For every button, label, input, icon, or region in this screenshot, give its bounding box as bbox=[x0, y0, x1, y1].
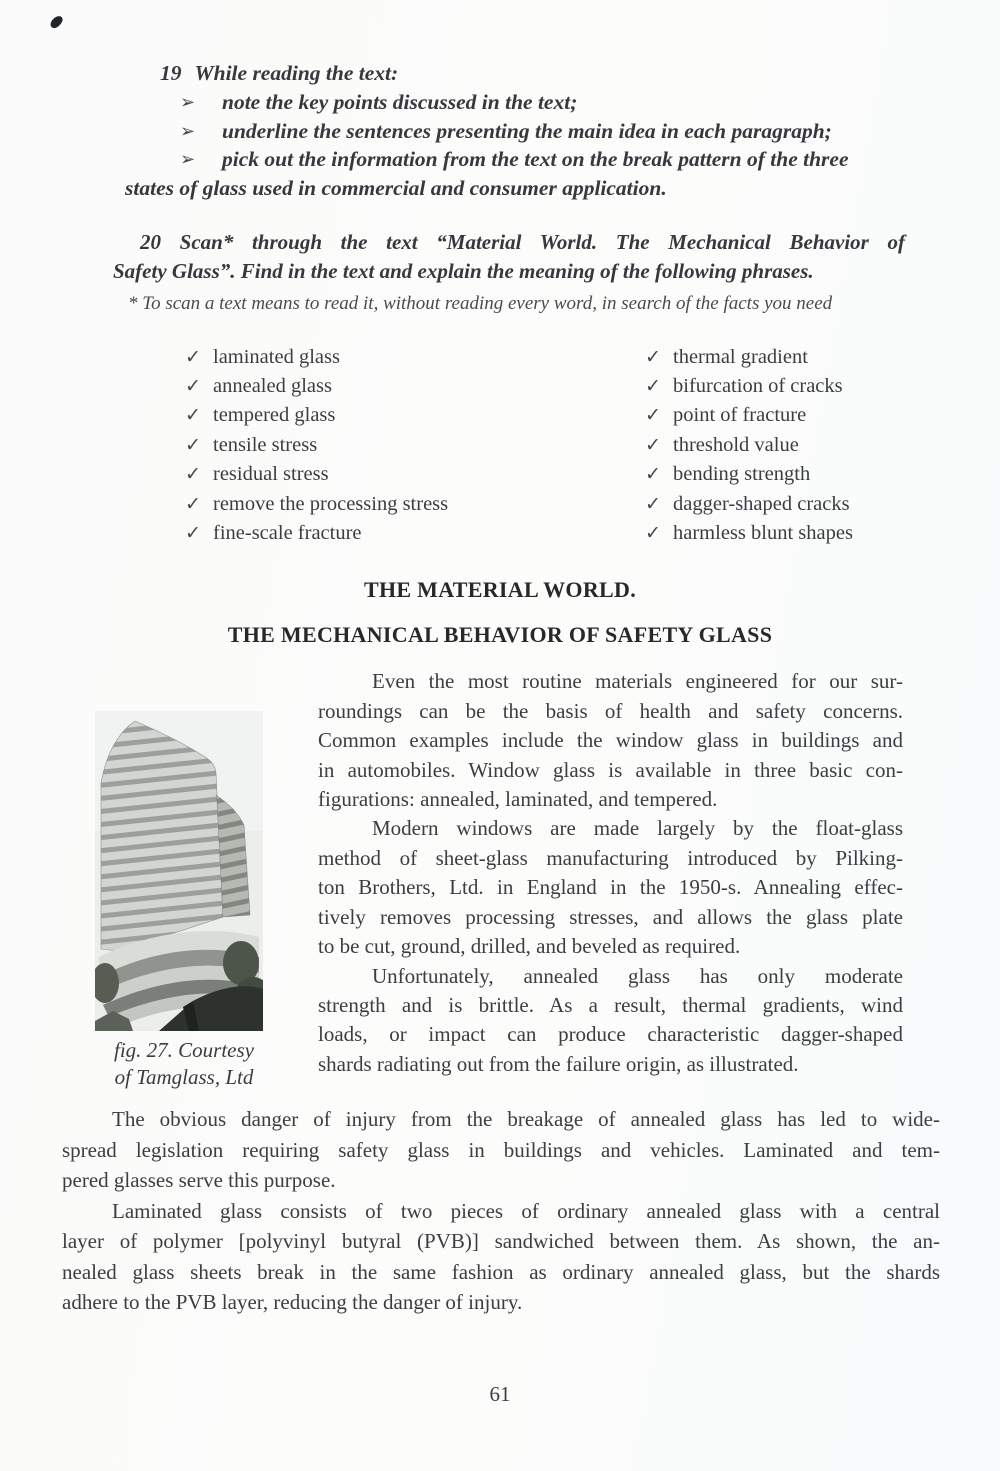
list-item-label: fine-scale fracture bbox=[213, 522, 362, 545]
checkmark-icon: ✓ bbox=[185, 405, 201, 427]
list-item bbox=[185, 372, 645, 401]
exercise-number: 19 bbox=[160, 61, 182, 85]
bullet-continuation: states of glass used in commercial and consumer application. bbox=[125, 175, 667, 200]
exercise-20 bbox=[113, 228, 905, 287]
paragraph bbox=[62, 1196, 940, 1318]
paragraph-line: ton Brothers, Ltd. in England in the 1950-s. Annealing effec- bbox=[318, 875, 903, 900]
list-item bbox=[645, 490, 940, 519]
paragraph-line: spread legislation requiring safety glass in buildings and vehicles. Laminated and tem- bbox=[62, 1137, 940, 1162]
paragraph-line: method of sheet-glass manufacturing introduced by Pilking- bbox=[318, 845, 903, 870]
list-item-label: remove the processing stress bbox=[213, 492, 449, 515]
checkmark-icon: ✓ bbox=[645, 405, 661, 427]
exercise-19-heading bbox=[125, 58, 940, 88]
list-item bbox=[645, 519, 940, 548]
bullet-text: underline the sentences presenting the main idea in each paragraph; bbox=[222, 118, 832, 143]
paragraph-line: roundings can be the basis of health and safety concerns. bbox=[318, 698, 903, 723]
paragraph-line: adhere to the PVB layer, reducing the danger of injury. bbox=[62, 1290, 523, 1315]
paragraph-line: Even the most routine materials engineered for our sur- bbox=[372, 669, 903, 694]
exercise-20-line: Safety Glass”. Find in the text and explain the meaning of the following phrases. bbox=[113, 259, 814, 284]
list-item-label: annealed glass bbox=[213, 375, 332, 397]
bullet-text: pick out the information from the text on the break pattern of the three bbox=[222, 147, 849, 172]
paragraph-line: strength and is brittle. As a result, thermal gradients, wind bbox=[318, 992, 903, 1017]
paragraph-line: The obvious danger of injury from the breakage of annealed glass has led to wide- bbox=[112, 1107, 940, 1132]
bullet-item bbox=[125, 145, 940, 174]
list-item bbox=[185, 401, 645, 430]
paragraph-line: in automobiles. Window glass is available in three basic con- bbox=[318, 757, 903, 782]
figure-caption-line: of Tamglass, Ltd bbox=[114, 1065, 254, 1090]
checkmark-icon: ✓ bbox=[645, 493, 661, 515]
paragraph-line: pered glasses serve this purpose. bbox=[62, 1168, 336, 1193]
ink-mark bbox=[49, 14, 65, 31]
paragraph-line: loads, or impact can produce characteristic dagger-shaped bbox=[318, 1022, 903, 1047]
checkmark-icon: ✓ bbox=[185, 523, 201, 545]
list-item-label: thermal gradient bbox=[673, 345, 808, 368]
list-item-label: dagger-shaped cracks bbox=[673, 492, 850, 515]
article-text-column bbox=[318, 667, 903, 1091]
bullet-item bbox=[125, 88, 940, 117]
list-item bbox=[645, 431, 940, 460]
checkmark-icon: ✓ bbox=[645, 464, 661, 486]
exercise-title: While reading the text: bbox=[194, 61, 399, 85]
paragraph-line: Unfortunately, annealed glass has only moderate bbox=[372, 963, 903, 988]
paragraph-line: shards radiating out from the failure origin, as illustrated. bbox=[318, 1051, 799, 1076]
scan-footnote: * To scan a text means to read it, without reading every word, in search of the facts you need bbox=[128, 292, 833, 314]
phrase-checklist bbox=[185, 343, 940, 549]
article-title-line1: THE MATERIAL WORLD. bbox=[364, 577, 636, 603]
page-number: 61 bbox=[489, 1381, 511, 1406]
checkmark-icon: ✓ bbox=[645, 346, 661, 368]
paragraph-line: to be cut, ground, drilled, and beveled as required. bbox=[318, 934, 741, 959]
list-item bbox=[185, 460, 645, 489]
list-item bbox=[185, 343, 645, 372]
arrow-bullet-icon: ➢ bbox=[180, 120, 196, 141]
list-item bbox=[185, 431, 645, 460]
exercise-20-line: 20 Scan* through the text “Material World. The Mechanical Behavior of bbox=[140, 229, 905, 254]
figure-caption-line: fig. 27. Courtesy bbox=[114, 1038, 254, 1063]
checkmark-icon: ✓ bbox=[185, 434, 201, 456]
list-item-label: tensile stress bbox=[213, 433, 318, 456]
arrow-bullet-icon: ➢ bbox=[180, 149, 196, 170]
paragraph-line: layer of polymer [polyvinyl butyral (PVB)] sandwiched between them. As shown, the an- bbox=[62, 1229, 940, 1254]
building-photo bbox=[95, 711, 263, 1031]
exercise-19 bbox=[125, 58, 940, 203]
list-item bbox=[645, 343, 940, 372]
article-body-top bbox=[62, 667, 940, 1091]
checklist-left-column bbox=[185, 343, 645, 549]
arrow-bullet-icon: ➢ bbox=[180, 92, 196, 112]
list-item bbox=[645, 460, 940, 489]
checkmark-icon: ✓ bbox=[185, 376, 201, 397]
article-title-line2: THE MECHANICAL BEHAVIOR OF SAFETY GLASS bbox=[227, 622, 773, 648]
paragraph-line: tively removes processing stresses, and allows the glass plate bbox=[318, 904, 903, 929]
list-item bbox=[645, 372, 940, 401]
paragraph-line: Common examples include the window glass in buildings and bbox=[318, 728, 903, 753]
list-item-label: bifurcation of cracks bbox=[673, 375, 843, 397]
list-item bbox=[645, 401, 940, 430]
checkmark-icon: ✓ bbox=[645, 376, 661, 397]
checkmark-icon: ✓ bbox=[645, 434, 661, 456]
checkmark-icon: ✓ bbox=[185, 346, 201, 368]
paragraph-line: Modern windows are made largely by the float-glass bbox=[372, 816, 903, 841]
checkmark-icon: ✓ bbox=[645, 523, 661, 545]
list-item-label: residual stress bbox=[213, 463, 329, 486]
list-item-label: harmless blunt shapes bbox=[673, 522, 853, 545]
paragraph-line: nealed glass sheets break in the same fashion as ordinary annealed glass, but the shards bbox=[62, 1259, 940, 1284]
figure-caption bbox=[89, 1037, 279, 1091]
checklist-right-column bbox=[645, 343, 940, 549]
list-item bbox=[185, 490, 645, 519]
bullet-text: note the key points discussed in the text; bbox=[222, 90, 578, 114]
list-item-label: point of fracture bbox=[673, 404, 807, 427]
paragraph bbox=[62, 1104, 940, 1196]
checkmark-icon: ✓ bbox=[185, 464, 201, 486]
list-item-label: tempered glass bbox=[213, 404, 336, 427]
list-item-label: laminated glass bbox=[213, 345, 340, 368]
paragraph-line: figurations: annealed, laminated, and tempered. bbox=[318, 787, 718, 812]
list-item-label: threshold value bbox=[673, 433, 799, 456]
checkmark-icon: ✓ bbox=[185, 493, 201, 515]
paragraph-line: Laminated glass consists of two pieces of ordinary annealed glass with a central bbox=[112, 1198, 940, 1223]
bullet-item bbox=[125, 117, 940, 146]
figure-27 bbox=[62, 711, 263, 1091]
list-item bbox=[185, 519, 645, 548]
list-item-label: bending strength bbox=[673, 463, 811, 486]
